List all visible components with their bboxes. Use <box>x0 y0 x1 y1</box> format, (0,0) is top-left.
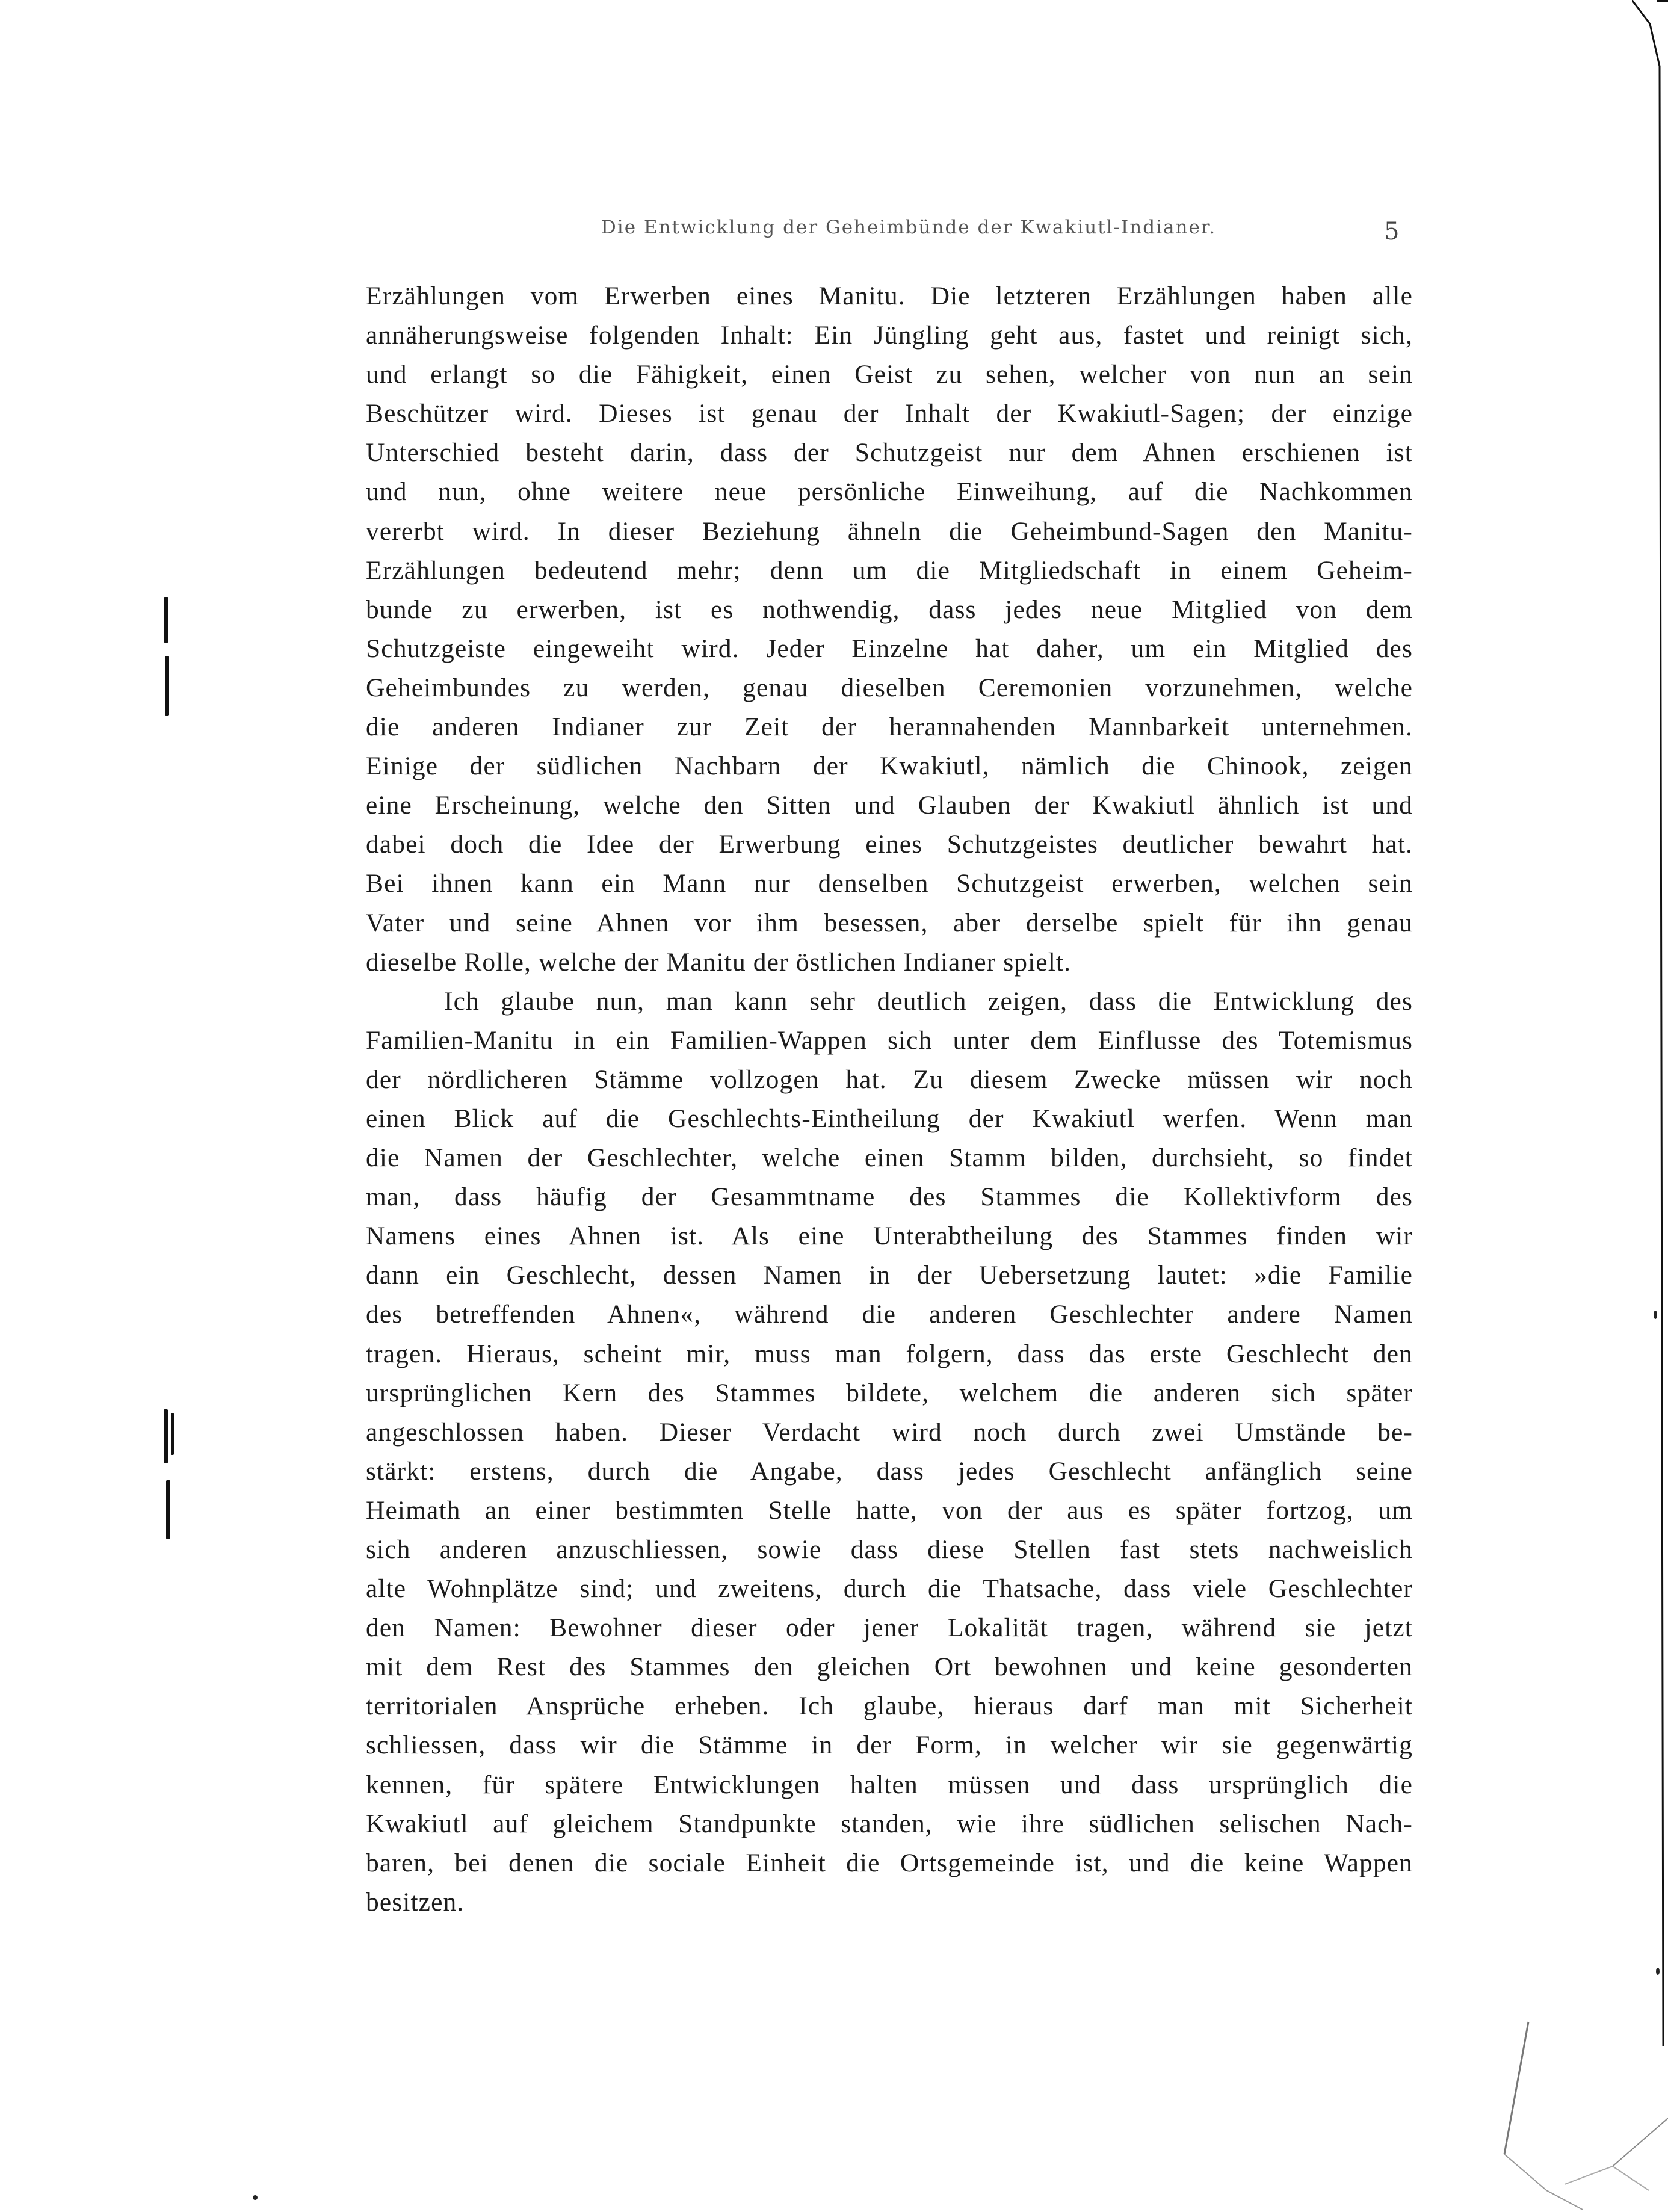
text-line: man, dass häufig der Gesammtname des Stammes die Kollektivform des <box>366 1182 1413 1212</box>
text-line: tragen. Hieraus, scheint mir, muss man folgern, dass das erste Geschlecht den <box>366 1339 1413 1368</box>
page-number: 5 <box>1384 218 1400 246</box>
text-line: dabei doch die Idee der Erwerbung eines Schutzgeistes deutlicher bewahrt hat. <box>366 830 1413 859</box>
margin-mark <box>171 1413 174 1455</box>
text-line: der nördlicheren Stämme vollzogen hat. Zu diesem Zwecke müssen wir noch <box>366 1064 1413 1094</box>
text-line: sich anderen anzuschliessen, sowie dass diese Stellen fast stets nachweislich <box>366 1535 1413 1564</box>
text-line: Unterschied besteht darin, dass der Schutzgeist nur dem Ahnen erschienen ist <box>366 438 1413 468</box>
text-line: Familien-Manitu in ein Familien-Wappen sich unter dem Einflusse des Totemismus <box>366 1025 1413 1055</box>
margin-mark <box>164 1409 168 1463</box>
text-line: besitzen. <box>366 1887 465 1917</box>
text-line: Erzählungen bedeutend mehr; denn um die Mitgliedschaft in einem Geheim- <box>366 555 1413 585</box>
text-line: Heimath an einer bestimmten Stelle hatte, von der aus es später fortzog, um <box>366 1495 1413 1525</box>
text-line: vererbt wird. In dieser Beziehung ähneln die Geheimbund-Sagen den Manitu- <box>366 516 1413 546</box>
corner-fold <box>1492 1986 1668 2210</box>
text-line: territorialen Ansprüche erheben. Ich glaube, hieraus darf man mit Sicherheit <box>366 1691 1413 1721</box>
margin-mark <box>166 1480 170 1539</box>
text-line: angeschlossen haben. Dieser Verdacht wird noch durch zwei Umstände be- <box>366 1417 1413 1447</box>
text-line: und nun, ohne weitere neue persönliche Einweihung, auf die Nachkommen <box>366 477 1413 507</box>
text-line: mit dem Rest des Stammes den gleichen Ort bewohnen und keine gesonderten <box>366 1652 1413 1682</box>
margin-mark <box>164 597 168 643</box>
text-line: ursprünglichen Kern des Stammes bildete, welchem die anderen sich später <box>366 1378 1413 1407</box>
text-line: Vater und seine Ahnen vor ihm besessen, aber derselbe spielt für ihn genau <box>366 908 1413 938</box>
text-line: bunde zu erwerben, ist es nothwendig, dass jedes neue Mitglied von dem <box>366 595 1413 624</box>
text-line: eine Erscheinung, welche den Sitten und Glauben der Kwakiutl ähnlich ist und <box>366 791 1413 820</box>
text-line: Kwakiutl auf gleichem Standpunkte standen, wie ihre südlichen selischen Nach- <box>366 1809 1413 1838</box>
text-line: baren, bei denen die sociale Einheit die Ortsgemeinde ist, und die keine Wappen <box>366 1848 1413 1877</box>
text-line: Schutzgeiste eingeweiht wird. Jeder Einzelne hat daher, um ein Mitglied des <box>366 634 1413 663</box>
text-line: dieselbe Rolle, welche der Manitu der östlichen Indianer spielt. <box>366 947 1072 977</box>
body-text <box>366 277 1413 1922</box>
text-line: die Namen der Geschlechter, welche einen Stamm bilden, durchsieht, so findet <box>366 1143 1413 1173</box>
text-line: kennen, für spätere Entwicklungen halten müssen und dass ursprünglich die <box>366 1770 1413 1799</box>
text-line: einen Blick auf die Geschlechts-Eintheilung der Kwakiutl werfen. Wenn man <box>366 1104 1413 1133</box>
text-line: alte Wohnplätze sind; und zweitens, durch die Thatsache, dass viele Geschlechter <box>366 1574 1413 1604</box>
text-line: Erzählungen vom Erwerben eines Manitu. Die letzteren Erzählungen haben alle <box>366 282 1413 310</box>
text-line: Beschützer wird. Dieses ist genau der Inhalt der Kwakiutl-Sagen; der einzige <box>366 399 1413 428</box>
text-line: stärkt: erstens, durch die Angabe, dass jedes Geschlecht anfänglich seine <box>366 1456 1413 1486</box>
running-head: Die Entwicklung der Geheimbünde der Kwakiutl-Indianer. <box>601 217 1217 238</box>
text-line: Bei ihnen kann ein Mann nur denselben Schutzgeist erwerben, welchen sein <box>366 869 1413 898</box>
text-line: Namens eines Ahnen ist. Als eine Unterabtheilung des Stammes finden wir <box>366 1222 1413 1251</box>
text-line: Geheimbundes zu werden, genau dieselben Ceremonien vorzunehmen, welche <box>366 673 1413 702</box>
text-line: die anderen Indianer zur Zeit der herannahenden Mannbarkeit unternehmen. <box>366 712 1413 742</box>
text-line: Einige der südlichen Nachbarn der Kwakiutl, nämlich die Chinook, zeigen <box>366 752 1413 781</box>
text-line: den Namen: Bewohner dieser oder jener Lokalität tragen, während sie jetzt <box>366 1613 1413 1643</box>
text-line: schliessen, dass wir die Stämme in der Form, in welcher wir sie gegenwärtig <box>366 1731 1413 1760</box>
text-line: und erlangt so die Fähigkeit, einen Geist zu sehen, welcher von nun an sein <box>366 360 1413 389</box>
scan-speck <box>253 2195 258 2200</box>
margin-mark <box>165 656 169 716</box>
text-line: des betreffenden Ahnen«, während die anderen Geschlechter andere Namen <box>366 1300 1413 1329</box>
page-edge <box>1632 0 1668 2210</box>
paragraph-start-line: Ich glaube nun, man kann sehr deutlich zeigen, dass die Entwicklung des <box>444 986 1413 1016</box>
text-line: annäherungsweise folgenden Inhalt: Ein Jüngling geht aus, fastet und reinigt sich, <box>366 321 1413 350</box>
text-line: dann ein Geschlecht, dessen Namen in der Uebersetzung lautet: »die Familie <box>366 1261 1413 1290</box>
